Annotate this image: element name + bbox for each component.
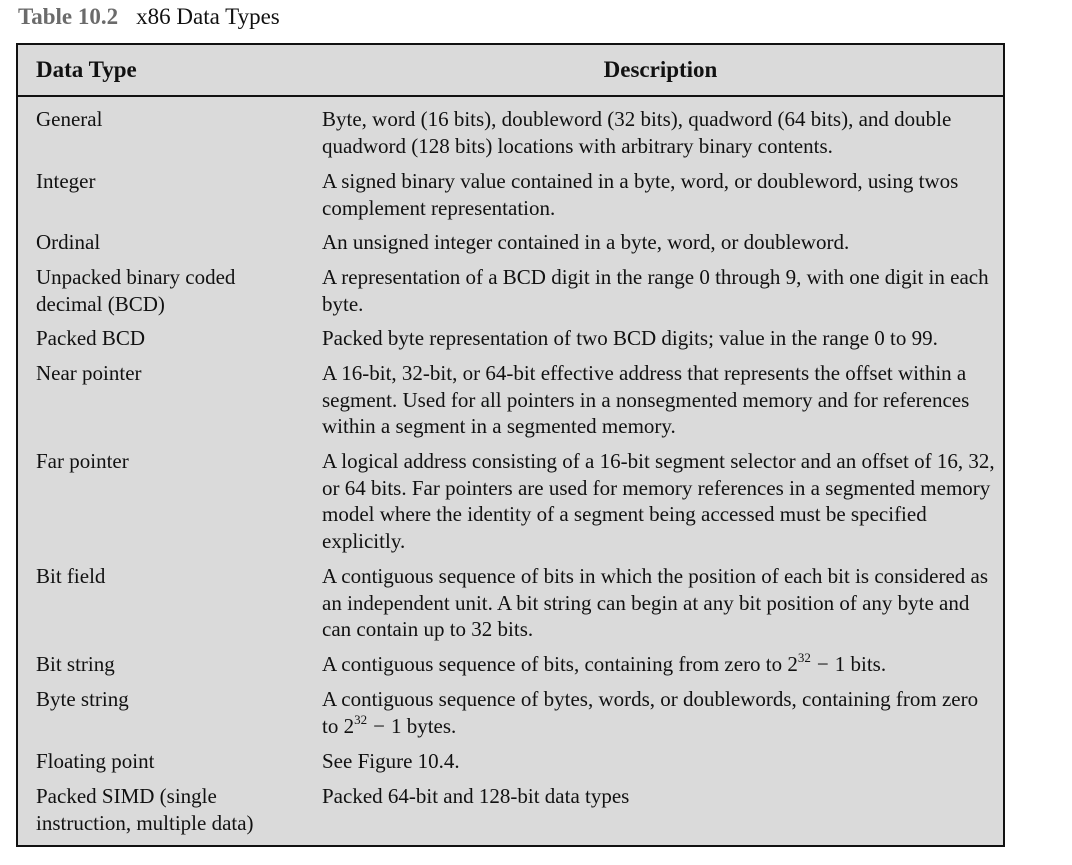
minus-sign: − bbox=[373, 713, 385, 738]
row-type: Packed BCD bbox=[36, 326, 146, 350]
row-type: Byte string bbox=[36, 687, 129, 711]
row-type: Floating point bbox=[36, 749, 155, 773]
minus-sign: − bbox=[816, 652, 829, 676]
row-description: A contiguous sequence of bytes, words, or doublewords, containing from zero to $2^{32} - 1$ bytes. bbox=[322, 687, 979, 738]
row-description: A logical address consisting of a 16-bit segment selector and an offset of 16, 32, or 64 bits. Far pointers are used for memory references in a segmented memory model where the identity of a segment being accessed must be specified explicitly. bbox=[322, 449, 995, 553]
row-type: Far pointer bbox=[36, 449, 129, 473]
row-type: Packed SIMD (single instruction, multiple data) bbox=[36, 784, 254, 835]
row-description: Byte, word (16 bits), doubleword (32 bits), quadword (64 bits), and double quadword (128 bits) locations with arbitrary binary contents. bbox=[322, 107, 952, 158]
row-type: Bit field bbox=[36, 564, 106, 588]
row-description: See Figure 10.4. bbox=[322, 749, 460, 773]
row-description: A representation of a BCD digit in the range 0 through 9, with one digit in each byte. bbox=[322, 265, 989, 316]
row-type: Ordinal bbox=[36, 230, 101, 254]
row-description: A contiguous sequence of bits in which the position of each bit is considered as an independent unit. A bit string can begin at any bit position of any byte and can contain up to 32 bits. bbox=[322, 564, 989, 641]
table-caption bbox=[18, 4, 280, 30]
row-type: General bbox=[36, 107, 103, 131]
row-description: A signed binary value contained in a byte, word, or doubleword, using twos complement representation. bbox=[322, 169, 959, 220]
row-description: An unsigned integer contained in a byte, word, or doubleword. bbox=[322, 230, 850, 254]
row-description: Packed byte representation of two BCD digits; value in the range 0 to 99. bbox=[322, 326, 938, 350]
exponent: 32 bbox=[354, 711, 368, 727]
header-data-type: Data Type bbox=[36, 57, 137, 82]
row-type: Bit string bbox=[36, 652, 115, 676]
table-number: Table 10.2 bbox=[18, 4, 119, 29]
table-header bbox=[18, 45, 1003, 97]
row-type: Integer bbox=[36, 169, 96, 193]
row-description: Packed 64-bit and 128-bit data types bbox=[322, 784, 630, 808]
data-types-table bbox=[16, 43, 1005, 847]
header-description: Description bbox=[603, 57, 718, 82]
exponent: 32 bbox=[797, 650, 811, 665]
row-description: A contiguous sequence of bits, containing from zero to $2^{32} - 1$ bits. bbox=[322, 650, 887, 676]
row-type: Near pointer bbox=[36, 361, 142, 385]
row-description: A 16-bit, 32-bit, or 64-bit effective address that represents the offset within a segment. Used for all pointers in a nonsegmented memory and for references within a segment in a segmented memory. bbox=[322, 361, 970, 438]
row-type: Unpacked binary coded decimal (BCD) bbox=[36, 265, 236, 316]
table-title: x86 Data Types bbox=[136, 4, 280, 29]
